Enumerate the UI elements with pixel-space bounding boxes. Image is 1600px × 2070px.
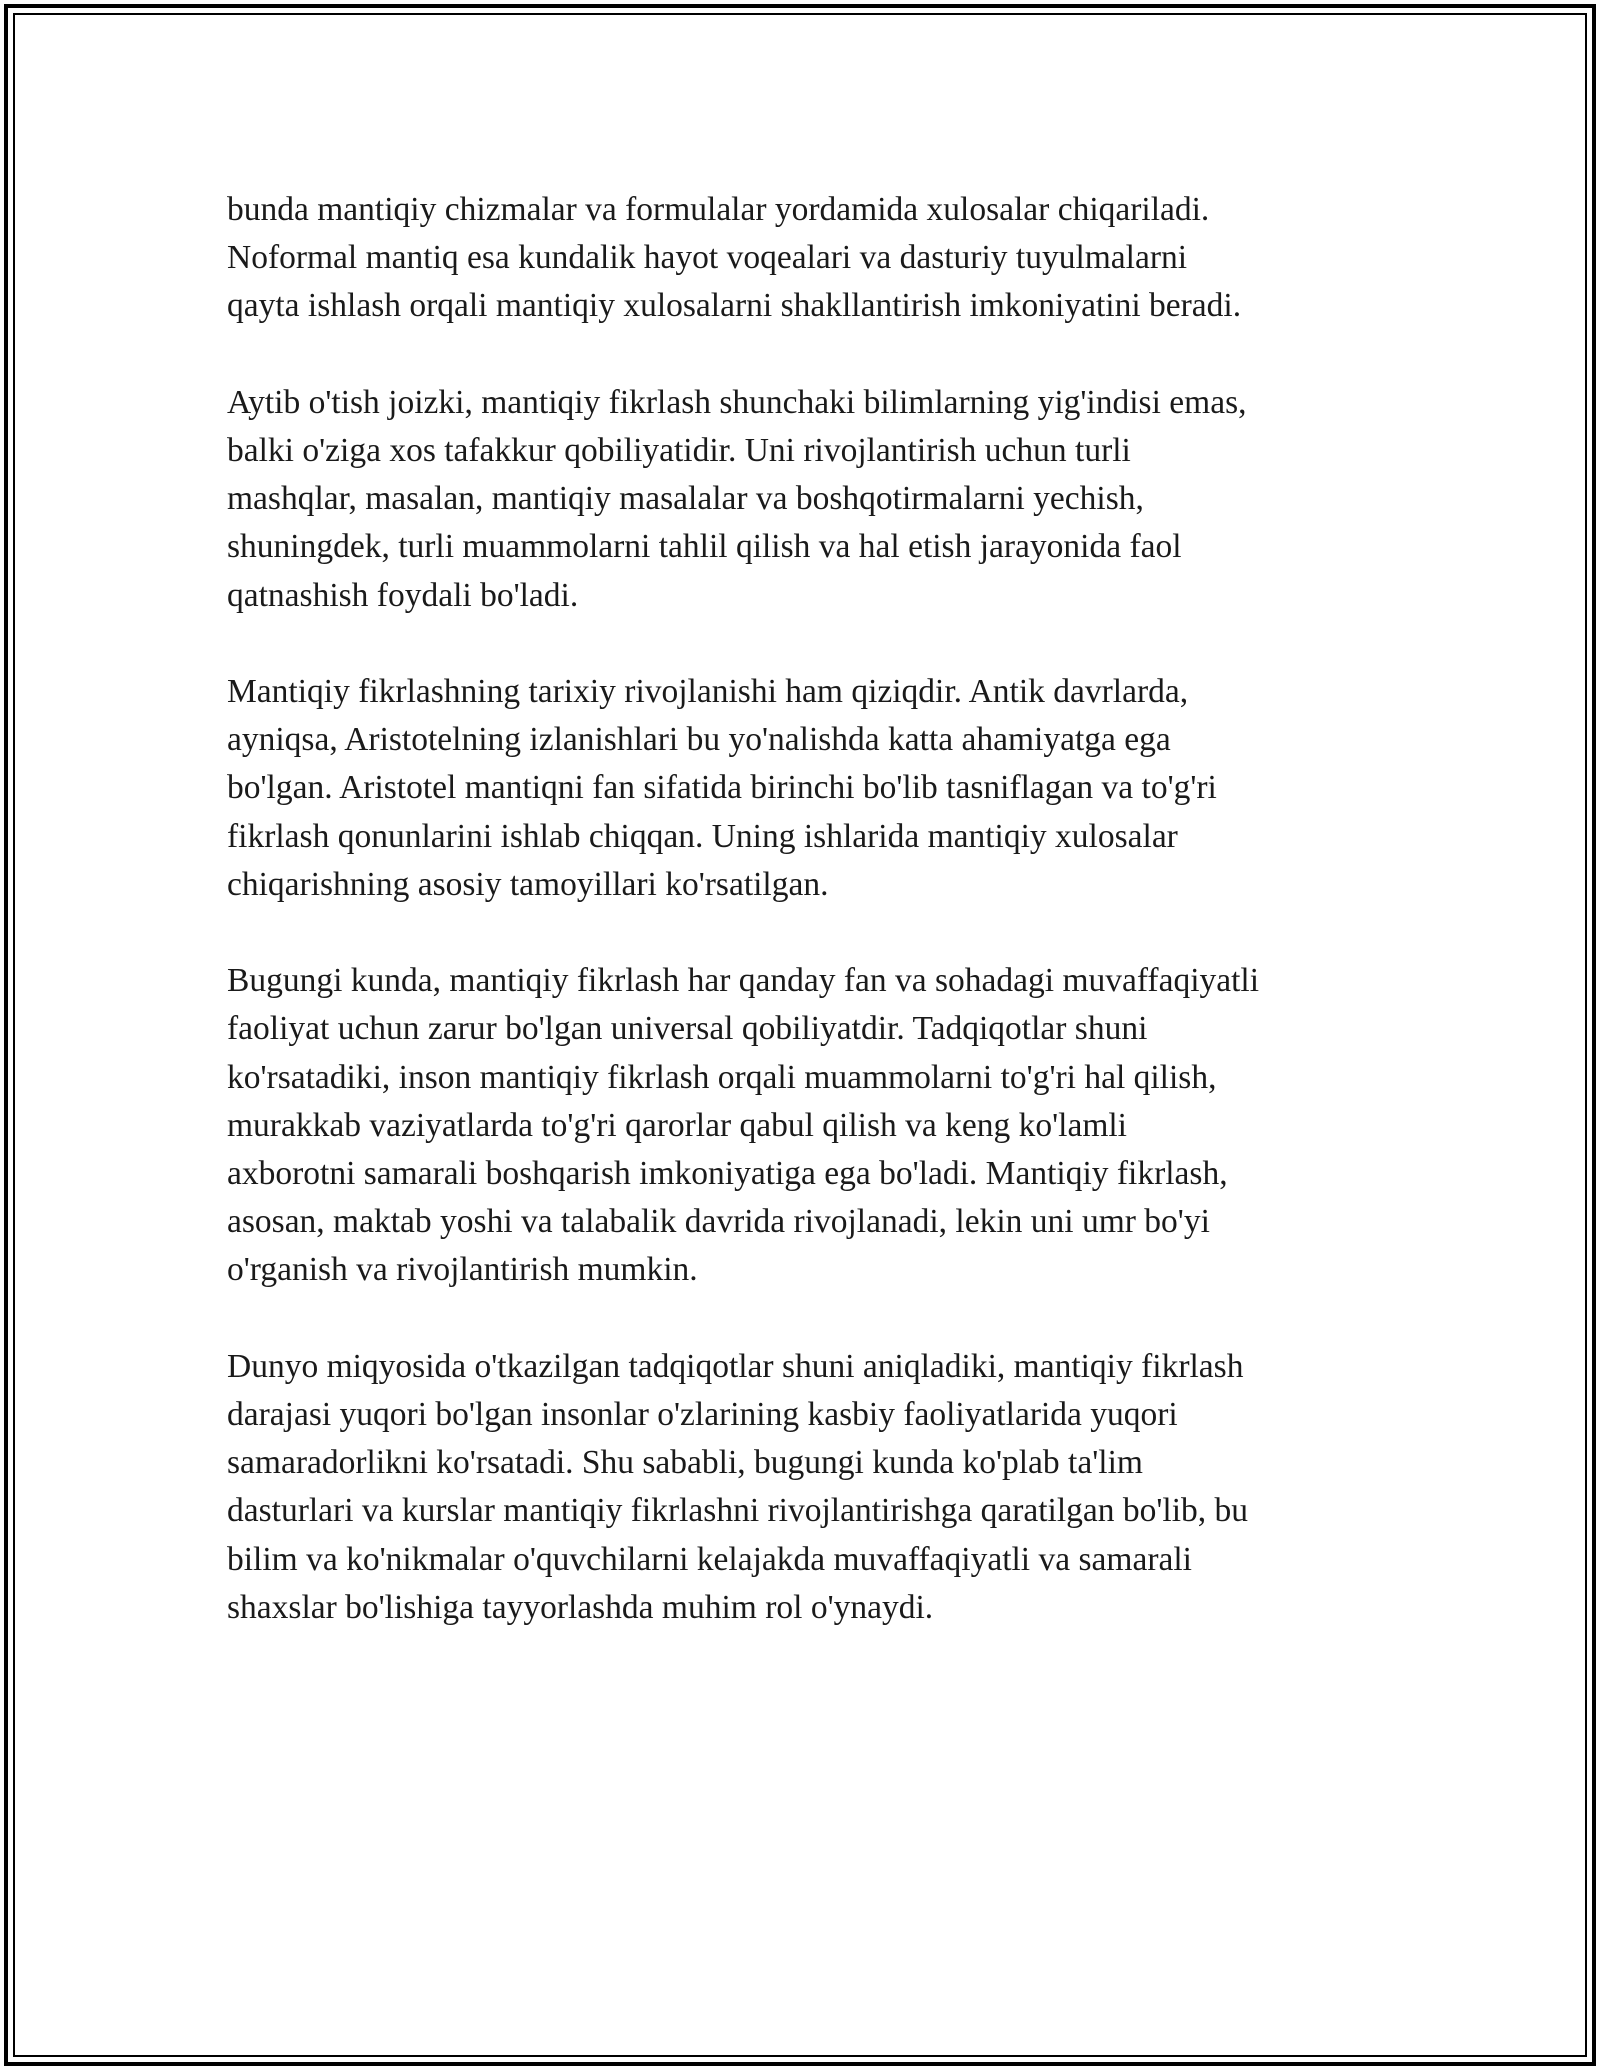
text-line: o'rganish va rivojlantirish mumkin.	[227, 1251, 698, 1289]
paragraph-3	[227, 668, 1387, 909]
paragraph-2	[227, 379, 1387, 620]
text-line: bunda mantiqiy chizmalar va formulalar yordamida xulosalar chiqariladi.	[227, 191, 1210, 228]
text-line: Noformal mantiq esa kundalik hayot voqealari va dasturiy tuyulmalarni	[227, 239, 1188, 277]
text-line: darajasi yuqori bo'lgan insonlar o'zlarining kasbiy faoliyatlarida yuqori	[227, 1396, 1178, 1434]
text-line: axborotni samarali boshqarish imkoniyatiga ega bo'ladi. Mantiqiy fikrlash,	[227, 1155, 1228, 1193]
text-line: Bugungi kunda, mantiqiy fikrlash har qanday fan va sohadagi muvaffaqiyatli	[227, 962, 1260, 1000]
text-line: balki o'ziga xos tafakkur qobiliyatidir. Uni rivojlantirish uchun turli	[227, 432, 1131, 469]
text-line: chiqarishning asosiy tamoyillari ko'rsatilgan.	[227, 865, 829, 903]
paragraph-4	[227, 957, 1387, 1294]
paragraph-5	[227, 1343, 1387, 1632]
text-line: Dunyo miqyosida o'tkazilgan tadqiqotlar shuni aniqladiki, mantiqiy fikrlash	[227, 1347, 1244, 1385]
text-line: faoliyat uchun zarur bo'lgan universal qobiliyatdir. Tadqiqotlar shuni	[227, 1010, 1148, 1048]
text-line: bo'lgan. Aristotel mantiqni fan sifatida birinchi bo'lib tasniflagan va to'g'ri	[227, 769, 1217, 807]
text-line: Mantiqiy fikrlashning tarixiy rivojlanishi ham qiziqdir. Antik davrlarda,	[227, 673, 1189, 710]
text-line: samaradorlikni ko'rsatadi. Shu sababli, bugungi kunda ko'plab ta'lim	[227, 1444, 1143, 1482]
text-line: mashqlar, masalan, mantiqiy masalalar va boshqotirmalarni yechish,	[227, 480, 1144, 518]
document-body	[227, 186, 1387, 1680]
text-line: shuningdek, turli muammolarni tahlil qilish va hal etish jarayonida faol	[227, 528, 1182, 566]
text-line: murakkab vaziyatlarda to'g'ri qarorlar qabul qilish va keng ko'lamli	[227, 1106, 1127, 1144]
text-line: Aytib o'tish joizki, mantiqiy fikrlash shunchaki bilimlarning yig'indisi emas,	[227, 383, 1247, 421]
text-line: ayniqsa, Aristotelning izlanishlari bu yo'nalishda katta ahamiyatga ega	[227, 721, 1171, 759]
text-line: fikrlash qonunlarini ishlab chiqqan. Uning ishlarida mantiqiy xulosalar	[227, 817, 1178, 855]
text-line: qatnashish foydali bo'ladi.	[227, 576, 579, 614]
text-line: qayta ishlash orqali mantiqiy xulosalarni shakllantirish imkoniyatini beradi.	[227, 287, 1242, 325]
text-line: dasturlari va kurslar mantiqiy fikrlashni rivojlantirishga qaratilgan bo'lib, bu	[227, 1492, 1249, 1530]
text-line: shaxslar bo'lishiga tayyorlashda muhim rol o'ynaydi.	[227, 1588, 934, 1626]
paragraph-1	[227, 186, 1387, 331]
text-line: bilim va ko'nikmalar o'quvchilarni kelajakda muvaffaqiyatli va samarali	[227, 1540, 1192, 1578]
text-line: asosan, maktab yoshi va talabalik davrida rivojlanadi, lekin uni umr bo'yi	[227, 1203, 1210, 1241]
text-line: ko'rsatadiki, inson mantiqiy fikrlash orqali muammolarni to'g'ri hal qilish,	[227, 1058, 1217, 1096]
